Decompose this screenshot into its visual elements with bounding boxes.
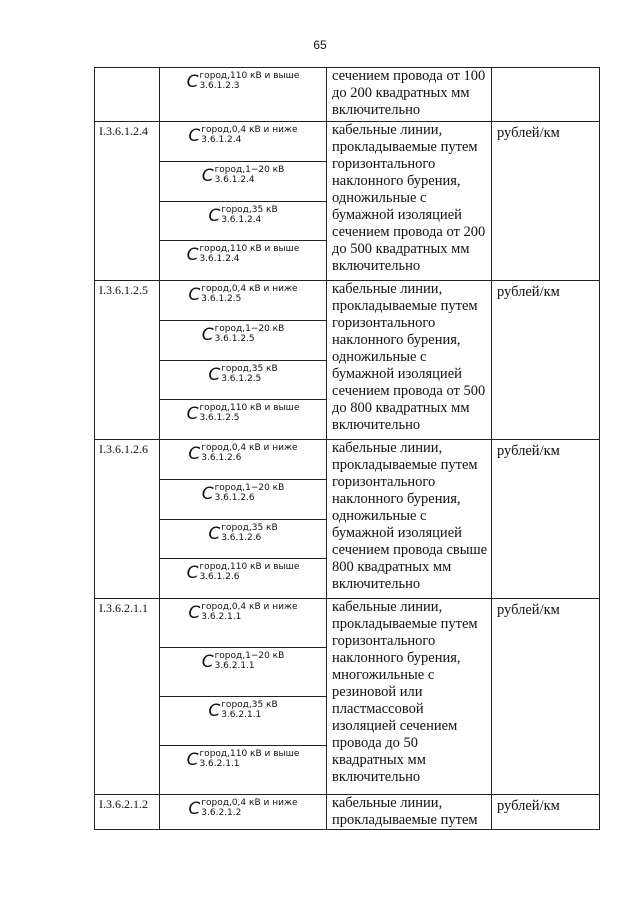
symbol-cell: [160, 558, 326, 598]
row-unit: рублей/км: [492, 795, 600, 830]
table-row: [95, 68, 600, 122]
symbol-cell: [160, 360, 326, 400]
symbol-subscript: 3.6.1.2.6: [221, 532, 262, 543]
table-row: [95, 122, 600, 281]
row-symbols: [160, 795, 327, 830]
symbol-superscript: город,35 кВ: [221, 363, 278, 374]
symbol-cell: [160, 281, 326, 320]
tariff-symbol: C город,1−20 кВ 3.6.1.2.5: [201, 323, 285, 345]
row-code: I.3.6.2.1.2: [95, 795, 160, 830]
table-row: [95, 281, 600, 440]
symbol-subscript: 3.6.1.2.6: [201, 453, 242, 463]
symbol-cell: [160, 399, 326, 439]
symbol-superscript: город,0,4 кВ и ниже: [201, 798, 298, 808]
symbol-subscript: 3.6.1.2.4: [214, 174, 255, 185]
symbol-superscript: город,1−20 кВ: [214, 323, 285, 334]
row-description: кабельные линии, прокладываемые путем горизонтального наклонного бурения, одножильные с бумажной изоляцией сечением провода от 500 до 800 квадратных мм включительно: [327, 281, 492, 440]
symbol-cell: [160, 696, 326, 745]
symbol-subscript: 3.6.2.1.2: [201, 808, 242, 818]
tariff-symbol: C город,110 кВ и выше 3.6.1.2.5: [186, 403, 300, 425]
symbol-superscript: город,35 кВ: [221, 204, 278, 215]
row-code: I.3.6.1.2.6: [95, 440, 160, 599]
row-description: сечением провода от 100 до 200 квадратных мм включительно: [327, 68, 492, 122]
symbol-cell: [160, 479, 326, 519]
table-row: [95, 599, 600, 795]
symbol-subscript: 3.6.1.2.5: [214, 333, 255, 344]
symbol-superscript: город,0,4 кВ и ниже: [201, 284, 298, 294]
tariff-symbol: C город,0,4 кВ и ниже 3.6.2.1.1: [188, 602, 298, 623]
symbol-cell: [160, 795, 326, 829]
symbol-cell: [160, 320, 326, 360]
tariff-symbol: C город,110 кВ и выше 3.6.1.2.3: [186, 71, 300, 92]
row-code: I.3.6.1.2.5: [95, 281, 160, 440]
symbol-cell: [160, 599, 326, 647]
symbol-subscript: 3.6.2.1.1: [214, 661, 255, 671]
symbol-subscript: 3.6.1.2.6: [199, 572, 240, 583]
symbol-superscript: город,0,4 кВ и ниже: [201, 602, 298, 612]
row-unit: рублей/км: [492, 122, 600, 281]
symbol-superscript: город,110 кВ и выше: [199, 244, 300, 255]
tariff-symbol: C город,110 кВ и выше 3.6.2.1.1: [186, 749, 300, 770]
row-code: I.3.6.1.2.4: [95, 122, 160, 281]
row-code: I.3.6.2.1.1: [95, 599, 160, 795]
symbol-subscript: 3.6.1.2.3: [199, 81, 240, 91]
symbol-superscript: город,35 кВ: [221, 700, 278, 710]
symbol-cell: [160, 519, 326, 559]
symbol-subscript: 3.6.1.2.5: [199, 413, 240, 424]
symbol-superscript: город,1−20 кВ: [214, 482, 285, 493]
symbol-cell: [160, 161, 326, 201]
symbol-subscript: 3.6.2.1.1: [201, 612, 242, 622]
row-symbols: [160, 122, 327, 281]
tariff-symbol: C город,0,4 кВ и ниже 3.6.1.2.5: [188, 284, 298, 305]
row-unit: [492, 68, 600, 122]
tariff-symbol: C город,110 кВ и выше 3.6.1.2.4: [186, 244, 300, 266]
symbol-subscript: 3.6.1.2.6: [214, 492, 255, 503]
symbol-cell: [160, 745, 326, 794]
tariff-symbol: C город,35 кВ 3.6.2.1.1: [208, 700, 278, 721]
tariff-symbol: C город,35 кВ 3.6.1.2.5: [208, 363, 278, 385]
symbol-superscript: город,110 кВ и выше: [199, 562, 300, 573]
row-unit: рублей/км: [492, 440, 600, 599]
tariff-symbol: C город,0,4 кВ и ниже 3.6.1.2.6: [188, 443, 298, 464]
row-symbols: [160, 68, 327, 122]
tariff-symbol: C город,1−20 кВ 3.6.1.2.4: [201, 164, 285, 186]
symbol-superscript: город,0,4 кВ и ниже: [201, 125, 298, 135]
symbol-subscript: 3.6.1.2.5: [201, 294, 242, 304]
tariff-symbol: C город,35 кВ 3.6.1.2.6: [208, 522, 278, 544]
row-symbols: [160, 599, 327, 795]
page-number: 65: [313, 38, 327, 52]
symbol-subscript: 3.6.2.1.1: [221, 710, 262, 720]
symbol-superscript: город,110 кВ и выше: [199, 749, 300, 759]
table-row: [95, 440, 600, 599]
row-description: кабельные линии, прокладываемые путем: [327, 795, 492, 830]
symbol-subscript: 3.6.1.2.4: [201, 135, 242, 145]
row-code: [95, 68, 160, 122]
symbol-cell: [160, 68, 326, 91]
row-unit: рублей/км: [492, 599, 600, 795]
tariff-symbol: C город,110 кВ и выше 3.6.1.2.6: [186, 562, 300, 584]
symbol-cell: [160, 647, 326, 696]
symbol-subscript: 3.6.1.2.4: [221, 214, 262, 225]
symbol-subscript: 3.6.1.2.4: [199, 254, 240, 265]
tariff-table: [94, 67, 600, 830]
table-row: [95, 795, 600, 830]
symbol-cell: [160, 201, 326, 241]
symbol-cell: [160, 122, 326, 161]
tariff-table-body: [95, 68, 600, 830]
symbol-superscript: город,110 кВ и выше: [199, 71, 300, 81]
symbol-superscript: город,0,4 кВ и ниже: [201, 443, 298, 453]
row-symbols: [160, 281, 327, 440]
tariff-symbol: C город,1−20 кВ 3.6.1.2.6: [201, 482, 285, 504]
row-unit: рублей/км: [492, 281, 600, 440]
row-description: кабельные линии, прокладываемые путем горизонтального наклонного бурения, одножильные с бумажной изоляцией сечением провода свыше 800 квадратных мм включительно: [327, 440, 492, 599]
row-description: кабельные линии, прокладываемые путем горизонтального наклонного бурения, многожильные с резиновой или пластмассовой изоляцией сечением провода до 50 квадратных мм включительно: [327, 599, 492, 795]
symbol-cell: [160, 440, 326, 479]
tariff-symbol: C город,35 кВ 3.6.1.2.4: [208, 204, 278, 226]
row-symbols: [160, 440, 327, 599]
row-description: кабельные линии, прокладываемые путем горизонтального наклонного бурения, одножильные с бумажной изоляцией сечением провода от 200 до 500 квадратных мм включительно: [327, 122, 492, 281]
symbol-subscript: 3.6.2.1.1: [199, 759, 240, 769]
tariff-symbol: C город,1−20 кВ 3.6.2.1.1: [201, 651, 285, 672]
tariff-symbol: C город,0,4 кВ и ниже 3.6.2.1.2: [188, 798, 298, 819]
symbol-superscript: город,1−20 кВ: [214, 164, 285, 175]
tariff-symbol: C город,0,4 кВ и ниже 3.6.1.2.4: [188, 125, 298, 146]
symbol-superscript: город,110 кВ и выше: [199, 403, 300, 414]
symbol-cell: [160, 240, 326, 280]
symbol-superscript: город,1−20 кВ: [214, 651, 285, 661]
symbol-subscript: 3.6.1.2.5: [221, 373, 262, 384]
symbol-superscript: город,35 кВ: [221, 522, 278, 533]
